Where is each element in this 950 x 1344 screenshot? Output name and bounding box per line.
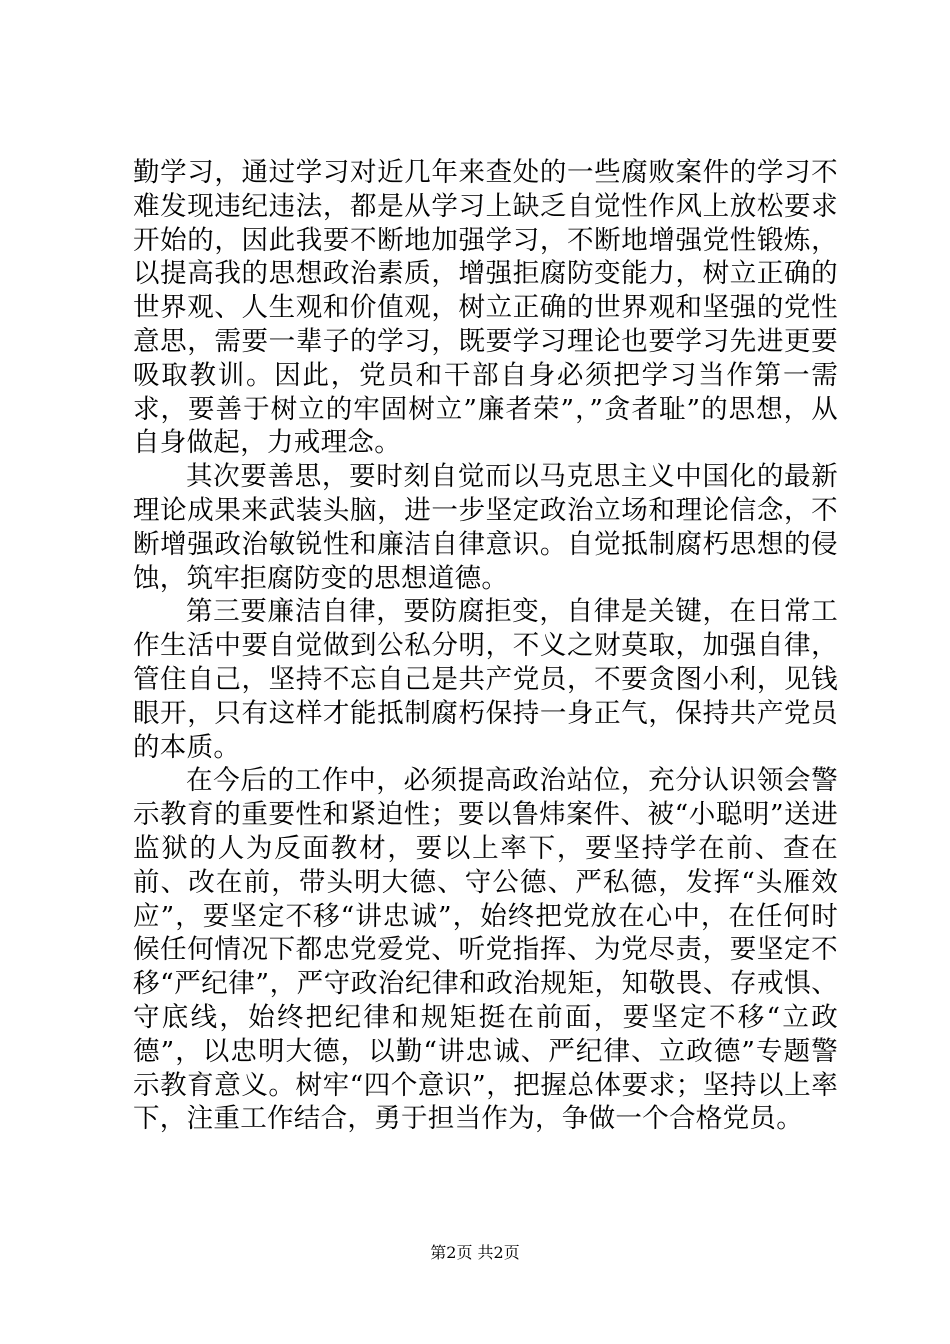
paragraph-4: 在今后的工作中，必须提高政治站位，充分认识领会警示教育的重要性和紧迫性；要以鲁炜案件、被“小聪明”送进监狱的人为反面教材，要以上率下，要坚持学在前、查在前、改在前，带头明大德、守公德、严私德，发挥“头雁效应”，要坚定不移“讲忠诚”，始终把党放在心中，在任何时候任何情况下都忠党爱党、听党指挥、为党尽责，要坚定不移“严纪律”，严守政治纪律和政治规矩，知敬畏、存戒惧、守底线，始终把纪律和规矩挺在前面，要坚定不移“立政德”，以忠明大德，以勤“讲忠诚、严纪律、立政德”专题警示教育意义。树牢“四个意识”，把握总体要求；坚持以上率下，注重工作结合，勇于担当作为，争做一个合格党员。 [133, 765, 838, 1135]
document-body [133, 156, 838, 1136]
paragraph-2: 其次要善思，要时刻自觉而以马克思主义中国化的最新理论成果来武装头脑，进一步坚定政治立场和理论信念，不断增强政治敏锐性和廉洁自律意识。自觉抵制腐朽思想的侵蚀，筑牢拒腐防变的思想道德。 [133, 461, 838, 594]
paragraph-3: 第三要廉洁自律，要防腐拒变，自律是关键，在日常工作生活中要自觉做到公私分明，不义之财莫取，加强自律，管住自己，坚持不忘自己是共产党员，不要贪图小利，见钱眼开，只有这样才能抵制腐朽保持一身正气，保持共产党员的本质。 [133, 596, 838, 763]
paragraph-1: 勤学习，通过学习对近几年来查处的一些腐败案件的学习不难发现违纪违法，都是从学习上缺乏自觉性作风上放松要求开始的，因此我要不断地加强学习，不断地增强党性锻炼，以提高我的思想政治素质，增强拒腐防变能力，树立正确的世界观、人生观和价值观，树立正确的世界观和坚强的党性意思，需要一辈子的学习，既要学习理论也要学习先进更要吸取教训。因此，党员和干部自身必须把学习当作第一需求，要善于树立的牢固树立”廉者荣”，”贪者耻”的思想，从自身做起，力戒理念。 [133, 157, 838, 459]
page-number-label: 第2页 共2页 [430, 1243, 520, 1262]
page-footer [0, 1243, 950, 1263]
